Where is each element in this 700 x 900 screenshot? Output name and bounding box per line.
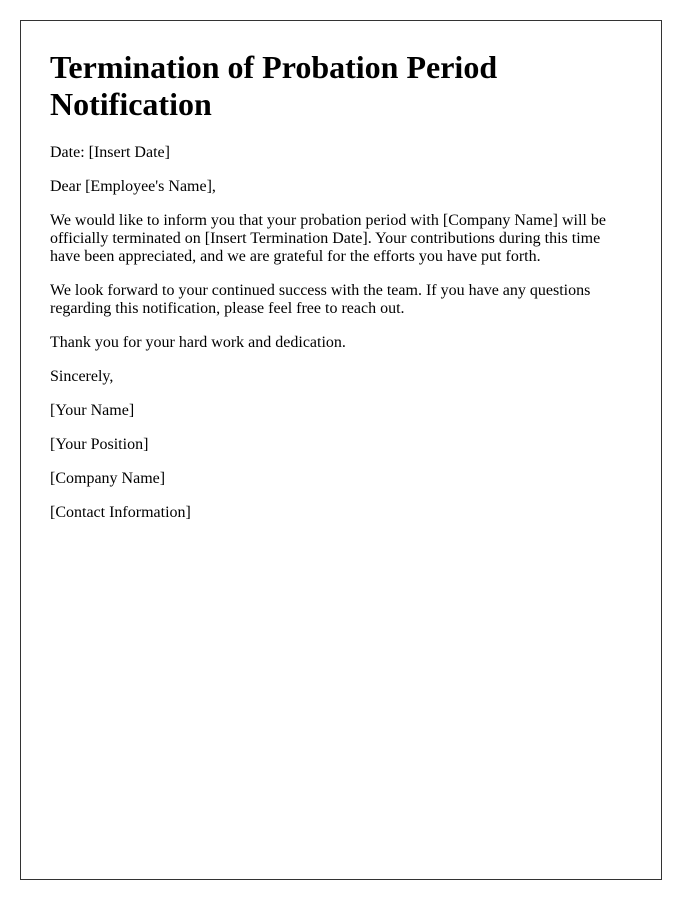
signature-position: [Your Position] [50, 436, 149, 453]
body-paragraph-1: We would like to inform you that your probation period with [Company Name] will be officially terminated on [Insert Termination Date]. Your contributions during this time have been appreciated, and we are grateful for the efforts you have put forth. [50, 212, 606, 265]
letter-title: Termination of Probation Period Notification [50, 49, 498, 122]
closing: Sincerely, [50, 368, 114, 385]
letter-page [20, 20, 662, 880]
signature-name: [Your Name] [50, 402, 135, 419]
body-paragraph-3: Thank you for your hard work and dedication. [50, 334, 346, 351]
salutation: Dear [Employee's Name], [50, 178, 216, 195]
body-paragraph-2: We look forward to your continued success with the team. If you have any questions regarding this notification, please feel free to reach out. [50, 282, 591, 317]
date-line: Date: [Insert Date] [50, 144, 170, 161]
letter-body [50, 144, 634, 538]
signature-company: [Company Name] [50, 470, 166, 487]
signature-contact: [Contact Information] [50, 504, 191, 521]
